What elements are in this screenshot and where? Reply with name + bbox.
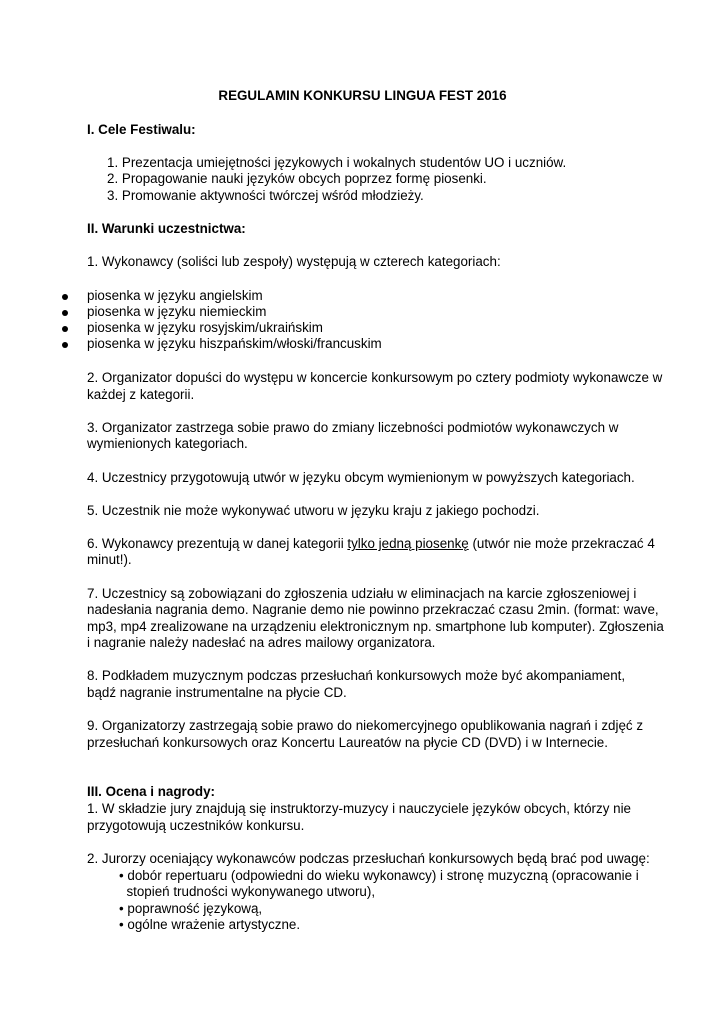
paragraph-7: nadesłania nagrania demo. Nagranie demo nie powinno przekraczać czasu 2min. (format: wave, [87, 602, 659, 617]
paragraph-6-line2: minut!). [87, 552, 132, 567]
paragraph-7: mp3, mp4 zrealizowane na urządzeniu elektronicznym np. smartphone lub komputer). Zgłoszenia [87, 619, 664, 634]
paragraph-7: 7. Uczestnicy są zobowiązani do zgłoszenia udziału w eliminacjach na karcie zgłoszeniowej i [87, 586, 637, 601]
bullet-icon [62, 342, 68, 348]
goal-item: 3. Promowanie aktywności twórczej wśród młodzieży. [107, 188, 424, 203]
paragraph-9: 9. Organizatorzy zastrzegają sobie prawo do niekomercyjnego opublikowania nagrań i zdjęć z [87, 718, 644, 733]
document-title: REGULAMIN KONKURSU LINGUA FEST 2016 [218, 88, 507, 103]
emphasis-underlined: tylko jedną piosenkę [347, 536, 469, 551]
criteria-item: • dobór repertuaru (odpowiedni do wieku wykonawcy) i stronę muzyczną (opracowanie i [119, 868, 639, 883]
paragraph-2: każdej z kategorii. [87, 387, 195, 402]
bullet-icon [62, 326, 68, 332]
paragraph-3: 3. Organizator zastrzega sobie prawo do zmiany liczebności podmiotów wykonawczych w [87, 420, 619, 435]
paragraph-3: wymienionych kategoriach. [87, 436, 248, 451]
category-item: piosenka w języku angielskim [87, 288, 263, 303]
jury-paragraph: 1. W składzie jury znajdują się instruktorzy-muzycy i nauczyciele języków obcych, którzy nie [87, 801, 632, 816]
bullet-icon [62, 310, 68, 316]
paragraph-2: 2. Organizator dopuści do występu w koncercie konkursowym po cztery podmioty wykonawcze w [87, 370, 663, 385]
section-2-heading: II. Warunki uczestnictwa: [87, 221, 246, 236]
criteria-item: • ogólne wrażenie artystyczne. [119, 917, 301, 932]
criteria-item: stopień trudności wykonywanego utworu), [119, 884, 376, 899]
category-item: piosenka w języku hiszpańskim/włoski/francuskim [87, 336, 382, 351]
section-1-heading: I. Cele Festiwalu: [87, 122, 196, 137]
paragraph-6-text: 6. Wykonawcy prezentują w danej kategorii [87, 536, 348, 551]
paragraph-4: 4. Uczestnicy przygotowują utwór w języku obcym wymienionym w powyższych kategoriach. [87, 470, 635, 485]
goal-item: 1. Prezentacja umiejętności językowych i wokalnych studentów UO i uczniów. [107, 155, 567, 170]
criteria-intro: 2. Jurorzy oceniający wykonawców podczas przesłuchań konkursowych będą brać pod uwagę: [87, 851, 650, 866]
section-3-heading: III. Ocena i nagrody: [87, 784, 215, 799]
paragraph-7: i nagranie należy nadesłać na adres mailowy organizatora. [87, 635, 436, 650]
criteria-item: • poprawność językową, [119, 901, 263, 916]
paragraph-6-text: (utwór nie może przekraczać 4 [468, 536, 655, 551]
paragraph-5: 5. Uczestnik nie może wykonywać utworu w języku kraju z jakiego pochodzi. [87, 503, 540, 518]
category-item: piosenka w języku niemieckim [87, 304, 267, 319]
paragraph-8: bądź nagranie instrumentalne na płycie CD. [87, 685, 347, 700]
paragraph-8: 8. Podkładem muzycznym podczas przesłuchań konkursowych może być akompaniament, [87, 668, 626, 683]
jury-paragraph: przygotowują uczestników konkursu. [87, 818, 305, 833]
paragraph-6 [87, 536, 655, 552]
bullet-icon [62, 294, 68, 300]
goal-item: 2. Propagowanie nauki języków obcych poprzez formę piosenki. [107, 171, 487, 186]
paragraph-1: 1. Wykonawcy (soliści lub zespoły) występują w czterech kategoriach: [87, 254, 501, 269]
paragraph-9: przesłuchań konkursowych oraz Koncertu Laureatów na płycie CD (DVD) i w Internecie. [87, 735, 608, 750]
category-item: piosenka w języku rosyjskim/ukraińskim [87, 320, 323, 335]
